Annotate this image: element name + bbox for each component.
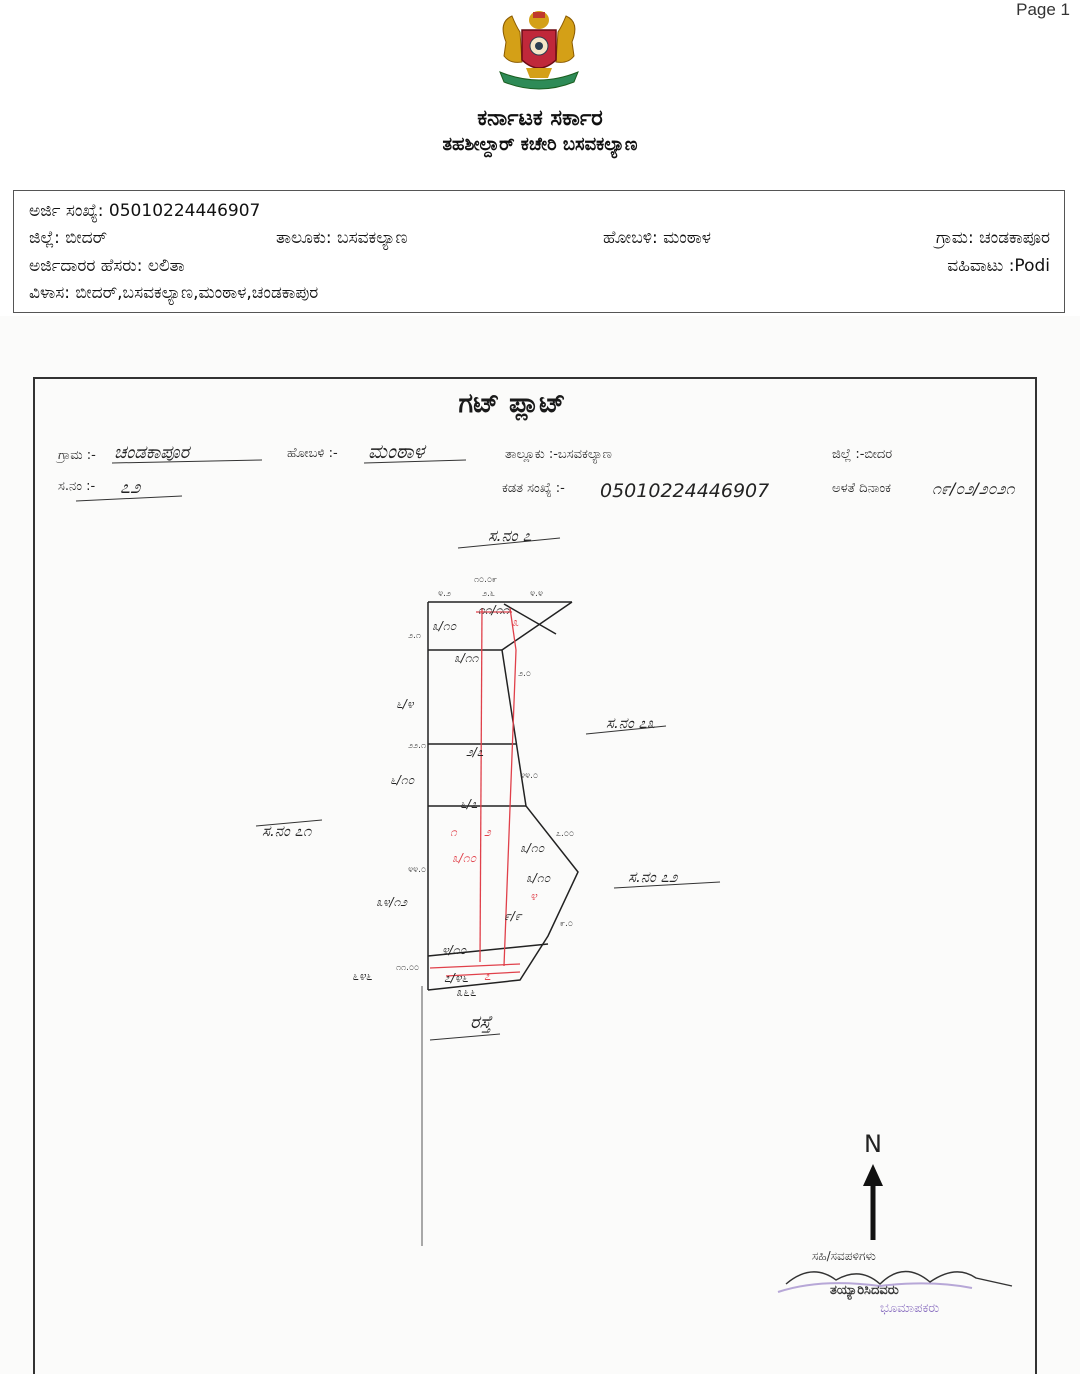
sketch-hobli-label: ಹೋಬಳಿ :- [287,446,338,461]
neighbor-left-label: ಸ.ನಂ ೭೧ [262,822,312,840]
sketch-hobli-value: ಮಂಠಾಳ [368,439,425,463]
sketch-drawing [0,316,1080,1374]
north-arrow-head [863,1164,883,1186]
svg-text:೬/೧೦: ೬/೧೦ [390,773,415,787]
district-field: ಜಿಲ್ಲೆ: ಬೀದರ್ [29,228,108,248]
svg-text:೨/೭: ೨/೭ [466,745,484,759]
sketch-date-value: ೧೯/೦೨/೨೦೨೧ [932,479,1015,498]
sketch-village-label: ಗ್ರಾಮ :- [58,448,96,463]
svg-text:೪.೨: ೪.೨ [438,589,451,599]
neighbor-top-label: ಸ.ನಂ ೭ [488,526,532,545]
sketch-taluk: ತಾಲ್ಲೂಕು :-ಬಸವಕಲ್ಯಾಣ [505,447,612,462]
application-number: ಅರ್ಜಿ ಸಂಖ್ಯೆ: 05010224446907 [29,201,261,221]
svg-text:೪/೧೦: ೪/೧೦ [442,943,467,957]
svg-text:೩/೧೦: ೩/೧೦ [432,619,457,633]
sketch-village-value: ಚಂಡಕಾಪೂರ [114,442,190,463]
svg-text:೬೪೬: ೬೪೬ [352,969,373,983]
svg-text:೯/೯: ೯/೯ [504,909,522,923]
scanned-sketch [0,316,1080,1374]
surveyor-role-3: ಸಹಿ/ಸವಪಳಿಗಳು [812,1249,876,1263]
sketch-date-label: ಅಳತೆ ದಿನಾಂಕ [832,481,891,496]
svg-text:೪.೪: ೪.೪ [530,589,543,599]
government-title: ಕರ್ನಾಟಕ ಸರ್ಕಾರ [477,106,603,131]
svg-text:೪೪.೦: ೪೪.೦ [408,865,426,875]
road-underline [430,1034,500,1040]
transaction-type: ವಹಿವಾಟು :Podi [947,256,1050,276]
svg-text:೬/೪: ೬/೪ [396,697,414,711]
sketch-file-value: 05010224446907 [600,480,770,502]
svg-text:೨.೦: ೨.೦ [518,669,531,679]
village-field: ಗ್ರಾಮ: ಚಂಡಕಾಪೂರ [935,228,1050,248]
area-handwriting [352,603,551,999]
neighbor-right-top-label: ಸ.ನಂ ೭೩ [606,714,656,732]
north-mark: N [864,1130,882,1158]
page-number: Page 1 [1016,0,1070,19]
svg-text:೩೬೬: ೩೬೬ [456,985,477,999]
sketch-file-label: ಕಡತ ಸಂಖ್ಯೆ :- [502,481,565,496]
plot-outline [428,602,578,990]
road-label: ರಸ್ತೆ [470,1012,492,1033]
svg-text:೨.೧: ೨.೧ [408,631,421,641]
svg-text:೭: ೭ [484,969,491,983]
sketch-survey-value: ೭೨ [120,477,141,498]
hobli-field: ಹೋಬಳಿ: ಮಂಠಾಳ [603,228,712,248]
office-title: ತಹಶೀಲ್ದಾರ್ ಕಚೇರಿ ಬಸವಕಲ್ಯಾಣ [442,134,638,155]
application-info-box [13,190,1065,313]
applicant-name: ಅರ್ಜಿದಾರರ ಹೆಸರು: ಲಲಿತಾ [29,256,185,276]
sketch-survey-label: ಸ.ನಂ :- [58,479,96,494]
karnataka-emblem [486,2,592,96]
svg-text:೧೦.೦೯: ೧೦.೦೯ [474,575,498,585]
svg-text:೩/೧೦: ೩/೧೦ [452,851,477,865]
svg-text:೨೨.೧: ೨೨.೧ [408,741,426,751]
info-row-2 [29,228,1050,252]
info-row-4 [29,283,1050,307]
svg-text:೨.೬: ೨.೬ [482,589,495,599]
svg-text:೧೧.೦೦: ೧೧.೦೦ [396,963,420,973]
sketch-title: ಗಟ್ ಪ್ಲಾಟ್ [458,388,566,419]
svg-text:೭.೦೦: ೭.೦೦ [556,829,574,839]
svg-text:೩: ೩ [512,615,519,629]
sketch-district: ಜಿಲ್ಲೆ :-ಬೀದರ [832,447,893,462]
svg-text:೩೪/೧೨: ೩೪/೧೨ [376,895,407,909]
info-row-1 [29,201,1050,225]
svg-text:೬/೭: ೬/೭ [460,797,478,811]
info-row-3 [29,256,1050,280]
svg-text:೧೧/೧೧: ೧೧/೧೧ [478,603,509,617]
taluk-field: ತಾಲೂಕು: ಬಸವಕಲ್ಯಾಣ [276,228,408,248]
surveyor-role-2: ಭೂಮಾಪಕರು [880,1301,940,1316]
svg-text:೧: ೧ [450,825,457,839]
svg-text:೩/೧೦: ೩/೧೦ [526,871,551,885]
neighbor-right-bottom-label: ಸ.ನಂ ೭೨ [628,868,678,886]
svg-text:೩/೧೧: ೩/೧೧ [454,651,479,665]
svg-text:೯.೦: ೯.೦ [560,919,573,929]
svg-text:೪೪.೦: ೪೪.೦ [520,771,538,781]
address-field: ವಿಳಾಸ: ಬೀದರ್,ಬಸವಕಲ್ಯಾಣ,ಮಂಠಾಳ,ಚಂಡಕಾಪುರ [29,283,319,303]
svg-text:೭/೪೬: ೭/೪೬ [444,971,469,985]
svg-text:೩/೧೦: ೩/೧೦ [520,841,545,855]
surveyor-role-1: ತಯ್ಯಾರಿಸಿದವರು [830,1283,899,1298]
svg-text:೨: ೨ [484,825,491,839]
dimension-marks [396,575,574,973]
svg-text:೪: ೪ [530,889,537,903]
